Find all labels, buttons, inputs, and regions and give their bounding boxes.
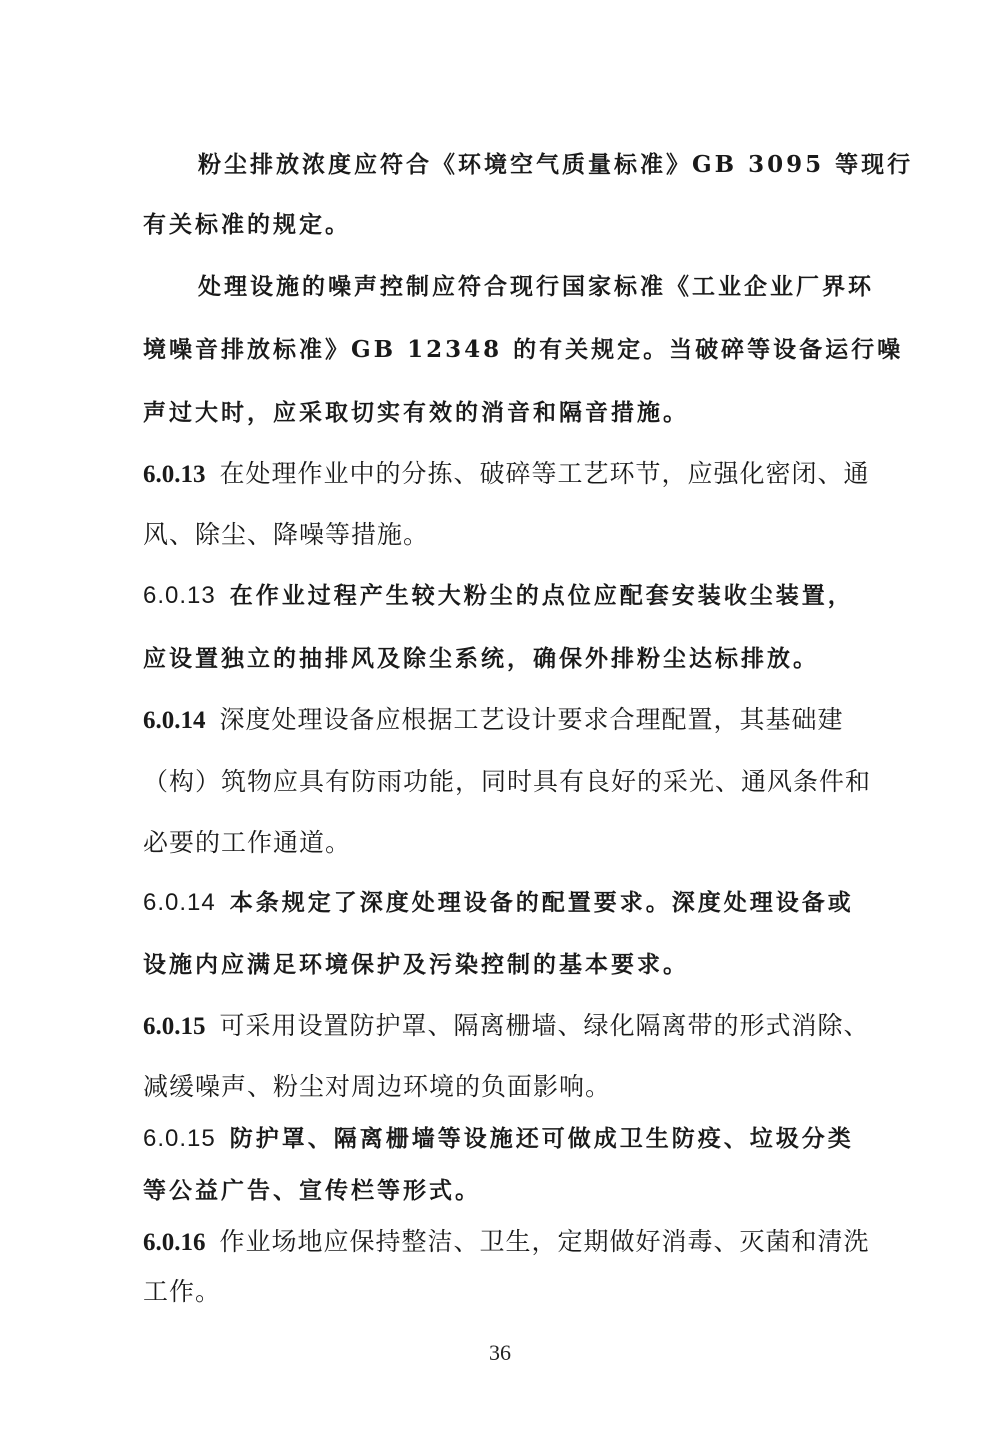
explanation-line [0, 268, 1000, 301]
text: 境噪音排放标准》GB 12348 的有关规定。当破碎等设备运行噪 [143, 336, 904, 363]
clause-line [0, 762, 1000, 798]
text: 等公益广告、宣传栏等形式。 [143, 1177, 481, 1204]
clause-line [0, 1272, 1000, 1308]
text: 必要的工作通道。 [143, 828, 352, 857]
clause-line [0, 454, 1000, 490]
text: 作业场地应保持整洁、卫生，定期做好消毒、灭菌和清洗 [219, 1227, 870, 1256]
text: 有关标准的规定。 [143, 211, 351, 238]
explanation-line [0, 1172, 1000, 1205]
clause-number: 6.0.15 [143, 1013, 206, 1040]
explanation-line [0, 146, 1000, 179]
text: 粉尘排放浓度应符合《环境空气质量标准》GB 3095 等现行 [198, 151, 914, 178]
explanation-number: 6.0.15 [143, 1125, 216, 1152]
clause-number: 6.0.16 [143, 1229, 206, 1256]
explanation-line [0, 206, 1000, 239]
explanation-line [0, 1120, 1000, 1153]
explanation-line [0, 946, 1000, 979]
text: （构）筑物应具有防雨功能，同时具有良好的采光、通风条件和 [143, 767, 872, 796]
text: 可采用设置防护罩、隔离栅墙、绿化隔离带的形式消除、 [219, 1011, 870, 1040]
explanation-number: 6.0.13 [143, 582, 216, 609]
clause-line [0, 1067, 1000, 1103]
clause-number: 6.0.14 [143, 707, 206, 734]
clause-number: 6.0.13 [143, 461, 206, 488]
clause-line [0, 515, 1000, 551]
text: 工作。 [143, 1277, 222, 1306]
clause-line [0, 1222, 1000, 1258]
text: 防护罩、隔离栅墙等设施还可做成卫生防疫、垃圾分类 [229, 1125, 854, 1152]
text: 在处理作业中的分拣、破碎等工艺环节，应强化密闭、通 [219, 459, 870, 488]
text: 减缓噪声、粉尘对周边环境的负面影响。 [143, 1072, 612, 1101]
clause-line [0, 700, 1000, 736]
text: 声过大时，应采取切实有效的消音和隔音措施。 [143, 399, 689, 426]
text: 深度处理设备应根据工艺设计要求合理配置，其基础建 [219, 705, 844, 734]
page-number: 36 [489, 1340, 511, 1365]
text: 应设置独立的抽排风及除尘系统，确保外排粉尘达标排放。 [143, 645, 819, 672]
text: 设施内应满足环境保护及污染控制的基本要求。 [143, 951, 689, 978]
clause-line [0, 1006, 1000, 1042]
text: 处理设施的噪声控制应符合现行国家标准《工业企业厂界环 [198, 273, 874, 300]
explanation-line [0, 884, 1000, 917]
explanation-number: 6.0.14 [143, 889, 216, 916]
text: 在作业过程产生较大粉尘的点位应配套安装收尘装置， [229, 582, 854, 609]
explanation-line [0, 577, 1000, 610]
explanation-line [0, 394, 1000, 427]
clause-line [0, 823, 1000, 859]
explanation-line [0, 331, 1000, 364]
explanation-line [0, 640, 1000, 673]
text: 本条规定了深度处理设备的配置要求。深度处理设备或 [229, 889, 854, 916]
text: 风、除尘、降噪等措施。 [143, 520, 430, 549]
